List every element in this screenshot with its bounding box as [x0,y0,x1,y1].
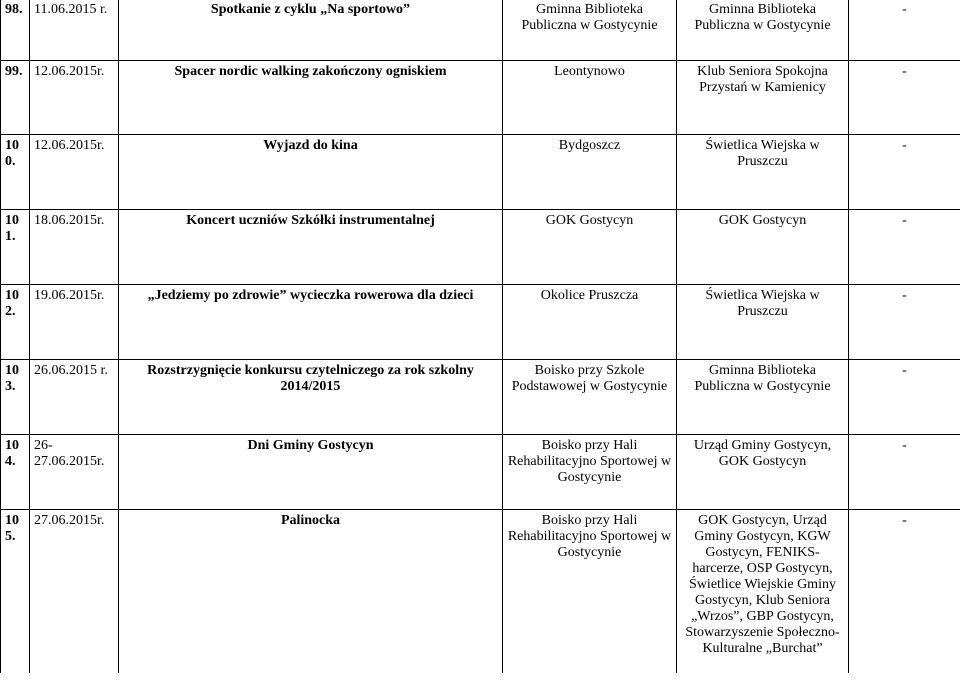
event-date: 27.06.2015r. [30,510,119,674]
event-name: Dni Gminy Gostycyn [119,435,503,510]
row-number: 10 2. [1,285,30,360]
table-row [1,285,960,360]
table-row [1,210,960,285]
event-date: 12.06.2015r. [30,135,119,210]
table-row [1,435,960,510]
event-name: Spacer nordic walking zakończony ogniskiem [119,61,503,135]
event-notes: - [849,210,960,285]
table-row [1,360,960,435]
event-notes: - [849,61,960,135]
row-number: 10 3. [1,360,30,435]
row-number: 10 1. [1,210,30,285]
event-notes: - [849,360,960,435]
event-place: Boisko przy Hali Rehabilitacyjno Sportowej w Gostycynie [503,510,677,674]
event-notes: - [849,435,960,510]
row-number: 10 5. [1,510,30,674]
event-organizer: Świetlica Wiejska w Pruszczu [677,285,849,360]
row-number: 99. [1,61,30,135]
event-notes: - [849,510,960,674]
row-number: 10 4. [1,435,30,510]
event-name: Rozstrzygnięcie konkursu czytelniczego za rok szkolny 2014/2015 [119,360,503,435]
event-date: 26.06.2015 r. [30,360,119,435]
event-organizer: GOK Gostycyn, Urząd Gminy Gostycyn, KGW Gostycyn, FENIKS- harcerze, OSP Gostycyn, Świetlice Wiejskie Gminy Gostycyn, Klub Seniora „Wrzos”, GBP Gostycyn, Stowarzyszenie Społeczno- Kulturalne „Burchat” [677,510,849,674]
event-place: Boisko przy Hali Rehabilitacyjno Sportowej w Gostycynie [503,435,677,510]
event-place: Gminna Biblioteka Publiczna w Gostycynie [503,0,677,61]
event-date: 18.06.2015r. [30,210,119,285]
event-place: Leontynowo [503,61,677,135]
event-notes: - [849,0,960,61]
event-notes: - [849,285,960,360]
event-name: Wyjazd do kina [119,135,503,210]
table-row [1,510,960,674]
event-place: GOK Gostycyn [503,210,677,285]
event-notes: - [849,135,960,210]
event-name: „Jedziemy po zdrowie” wycieczka rowerowa dla dzieci [119,285,503,360]
event-date: 26- 27.06.2015r. [30,435,119,510]
table-row [1,135,960,210]
event-organizer: Urząd Gminy Gostycyn, GOK Gostycyn [677,435,849,510]
event-date: 19.06.2015r. [30,285,119,360]
event-organizer: Klub Seniora Spokojna Przystań w Kamienicy [677,61,849,135]
row-number: 10 0. [1,135,30,210]
event-date: 12.06.2015r. [30,61,119,135]
event-name: Spotkanie z cyklu „Na sportowo” [119,0,503,61]
event-organizer: Świetlica Wiejska w Pruszczu [677,135,849,210]
row-number: 98. [1,0,30,61]
event-organizer: GOK Gostycyn [677,210,849,285]
event-organizer: Gminna Biblioteka Publiczna w Gostycynie [677,0,849,61]
event-date: 11.06.2015 r. [30,0,119,61]
event-name: Koncert uczniów Szkółki instrumentalnej [119,210,503,285]
table-row [1,0,960,61]
event-place: Boisko przy Szkole Podstawowej w Gostycynie [503,360,677,435]
event-name: Palinocka [119,510,503,674]
table-row [1,61,960,135]
event-place: Okolice Pruszcza [503,285,677,360]
event-organizer: Gminna Biblioteka Publiczna w Gostycynie [677,360,849,435]
event-place: Bydgoszcz [503,135,677,210]
